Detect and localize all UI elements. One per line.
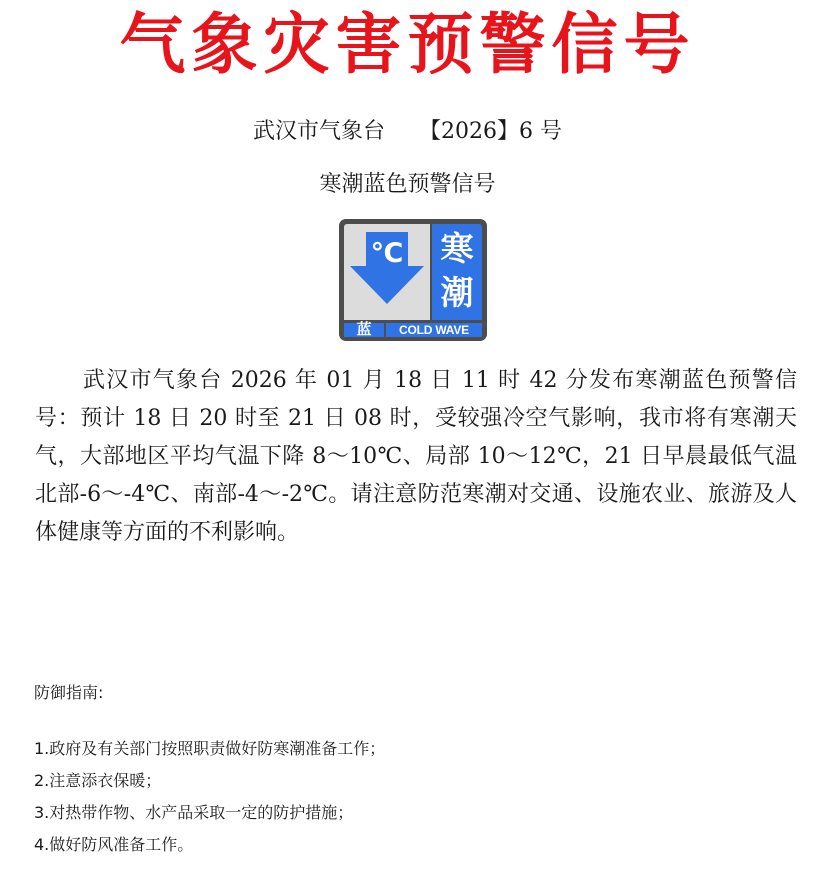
thermometer-panel bbox=[344, 224, 430, 320]
guide-item: 1.政府及有关部门按照职责做好防寒潮准备工作； bbox=[34, 739, 386, 758]
warning-body-paragraph: 武汉市气象台 2026 年 01 月 18 日 11 时 42 分发布寒潮蓝色预警信号：预计 18 日 20 时至 21 日 08 时，受较强冷空气影响，我市将有寒潮天气，大部地区平均气温下降 8～10℃、局部 10～12℃，21 日早晨最低气温北部-6～-4℃、南部-4～-2℃。请注意防范寒潮对交通、设施农业、旅游及人体健康等方面的不利影响。 bbox=[35, 368, 797, 545]
cold-wave-chars-panel bbox=[432, 224, 482, 320]
icon-char-wave: 潮 bbox=[440, 273, 474, 312]
temperature-drop-icon bbox=[344, 224, 430, 320]
guide-list bbox=[34, 733, 385, 861]
english-label-text: COLD WAVE bbox=[399, 323, 469, 337]
english-label bbox=[386, 323, 482, 337]
guide-item: 2.注意添衣保暖； bbox=[34, 771, 162, 790]
issue-line bbox=[0, 115, 815, 149]
guide-item: 3.对热带作物、水产品采取一定的防护措施； bbox=[34, 803, 354, 822]
cold-wave-blue-warning-icon bbox=[339, 219, 487, 341]
page-title: 气象灾害预警信号 bbox=[119, 5, 696, 83]
signal-title: 寒潮蓝色预警信号 bbox=[319, 172, 496, 197]
icon-char-cold: 寒 bbox=[440, 229, 474, 268]
issuer-name: 武汉市气象台 bbox=[253, 119, 386, 144]
guide-heading: 防御指南: bbox=[34, 683, 104, 702]
level-badge bbox=[344, 320, 384, 338]
document-number: 【2026】6 号 bbox=[419, 119, 562, 144]
level-char: 蓝 bbox=[356, 320, 372, 338]
guide-item: 4.做好防风准备工作。 bbox=[34, 835, 194, 854]
celsius-symbol: ℃ bbox=[370, 238, 404, 269]
